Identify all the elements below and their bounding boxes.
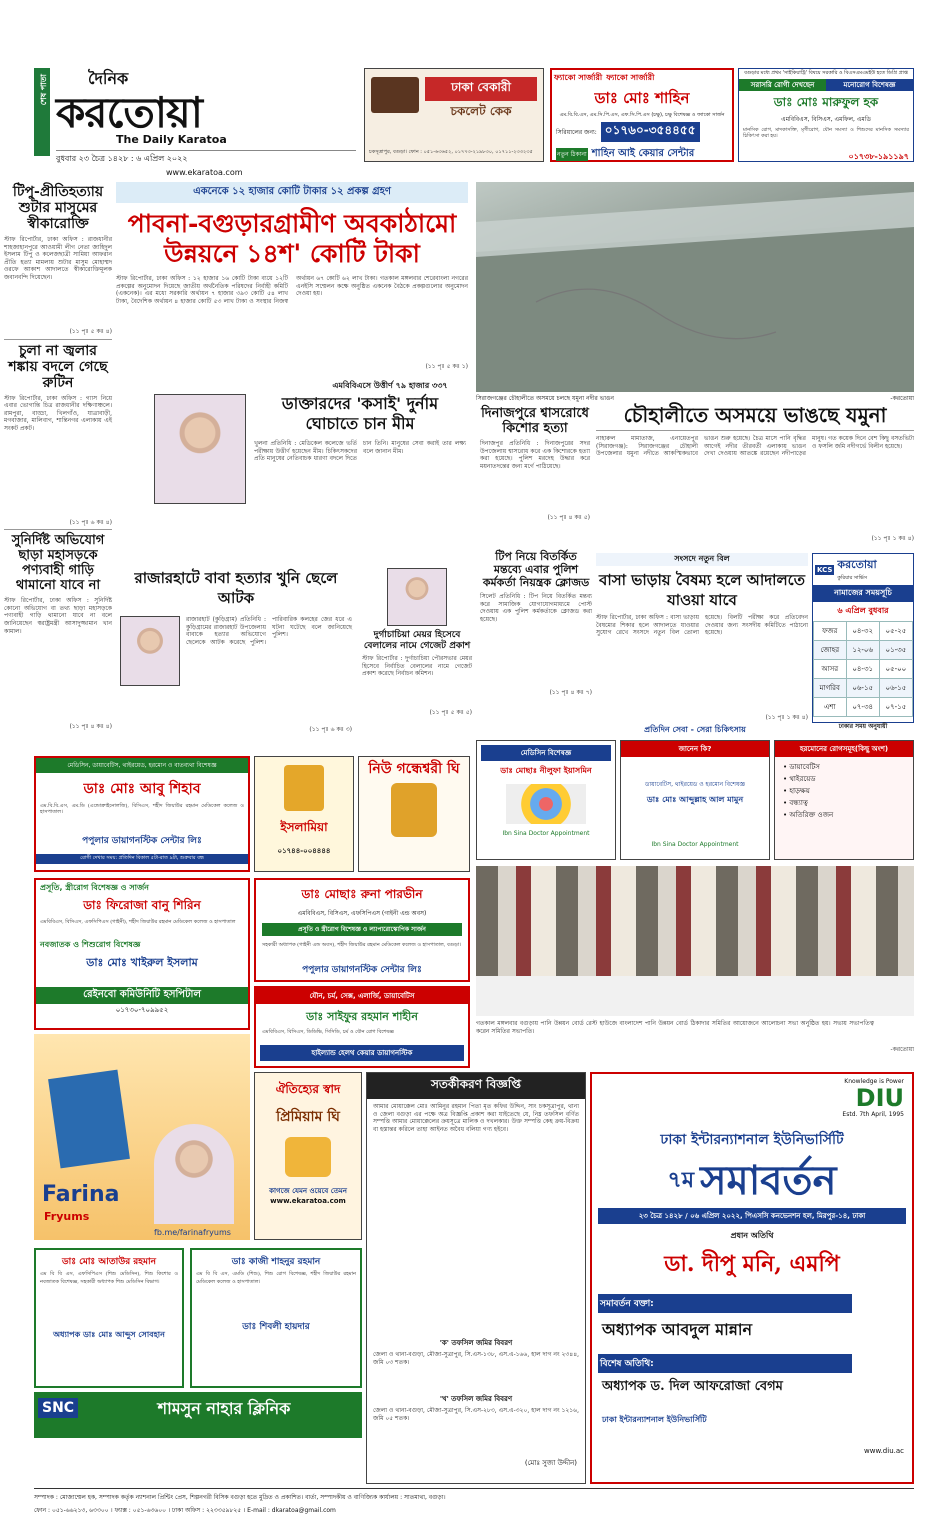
eye-center-name: শাহিন আই কেয়ার সেন্টার bbox=[591, 148, 695, 159]
psych-tag-1: সরাসরি রোগী দেখছেন bbox=[739, 79, 826, 91]
diu-tagline: Knowledge is Power bbox=[844, 1078, 904, 1085]
kishore-story bbox=[480, 400, 590, 540]
clinic-logo: SNC bbox=[38, 1398, 78, 1418]
ghee-jar-image bbox=[284, 765, 324, 811]
gandheshwari-ad bbox=[358, 756, 470, 872]
hormone-item: • হাড়ক্ষয় bbox=[783, 787, 810, 795]
masthead-english: The Daily Karatoa bbox=[116, 133, 227, 146]
river-credit: -করতোয়া bbox=[890, 395, 914, 402]
diu-edition: ৭ম bbox=[667, 1166, 695, 1193]
doctor-kicker: এমবিবিএসে উত্তীর্ণ ৭৯ হাজার ৩৩৭ bbox=[332, 381, 448, 390]
rent-body: স্টাফ রিপোর্টার, ঢাকা অফিস : বাসা ভাড়ায় বৈষম্যের শিকার হলে আদালতে যাওয়ার সুযোগ রেখে সংসদে নতুন বিল তোলা হয়েছে। বিলটি পরীক্ষা করে প্রতিবেদন দেওয়ার জন্য সংসদীয় কমিটিতে পাঠানো হয়েছে। bbox=[596, 614, 808, 637]
lead-jump: (১১ পৃঃ ৫ কঃ ১) bbox=[425, 363, 468, 370]
shihab-time: রোগী দেখার সময়: প্রতিদিন বিকাল ৫টা-রাত ৯টা, শুক্রবার বন্ধ bbox=[36, 854, 248, 864]
shaheen-center: হাইল্যান্ড হেলথ কেয়ার ডায়াগনস্টিক bbox=[260, 1045, 464, 1061]
river-body: নাহারুল মামাতাজ, এনায়েতপুর (সিরাজগঞ্জ): সিরাজগঞ্জের চৌহালী উপজেলার যমুনা নদীতে আকস্মিকভাবে ভাঙন শুরু হয়েছে। চৈত্র মাসে পানি বৃদ্ধির আগেই নদীর তীরবর্তী এলাকায় ভাঙন দেখা দেওয়ায় আতঙ্কে রয়েছেন নদীপাড়ের মানুষ। গত কয়েক দিনে বেশ কিছু বসতভিটা ও ফসলি জমি নদীগর্ভে বিলীন হয়েছে। bbox=[596, 435, 914, 458]
lead-story bbox=[116, 182, 468, 372]
story-tipu-jump: (১১ পৃঃ ৫ কঃ ৪) bbox=[69, 328, 112, 335]
story-tipu-body: স্টাফ রিপোর্টার, ঢাকা অফিস : রাজধানীর শাহজাহানপুরে আওয়ামী লীগ নেতা জাহিদুল ইসলাম টিপু ও কলেজছাত্রী সামিয়া আফরান প্রীতি হত্যা মামলায় শুটার মাসুম মোহাম্মদ ওরফে আকাশ আদালতে স্বীকারোক্তিমূলক জবানবন্দি দিয়েছেন। bbox=[4, 236, 112, 281]
diu-footer-name: ঢাকা ইন্টারন্যাশনাল ইউনিভার্সিটি bbox=[602, 1415, 707, 1424]
doctor-headline: ডাক্তারদের 'কসাই' দুর্নাম ঘোচাতে চান মীম bbox=[281, 394, 439, 433]
karatoa-web-slogan: কাগজে যেমন ওয়েবে তেমন bbox=[269, 1187, 347, 1195]
thyroid-ad bbox=[620, 740, 770, 860]
thyroid-top: জানেন কি? bbox=[621, 741, 769, 757]
river-erosion-photo bbox=[476, 182, 914, 392]
rent-story bbox=[596, 553, 808, 723]
diu-logo: DIU bbox=[855, 1084, 904, 1112]
hormone-ad bbox=[774, 740, 914, 860]
website-url[interactable]: www.ekaratoa.com bbox=[166, 168, 243, 177]
eye-doctor-name: ডাঃ মোঃ শাহিন bbox=[594, 89, 690, 107]
diu-convocation-ad bbox=[590, 1072, 914, 1484]
gyn-tag-2: নবজাতক ও শিশুরোগ বিশেষজ্ঞ bbox=[40, 940, 141, 949]
meeting-credit: -করতোয়া bbox=[890, 1046, 914, 1053]
kazi-doctor-2: ডাঃ শিবলী হায়দার bbox=[242, 1322, 310, 1332]
bakery-address: চকসূত্রাপুর, বগুড়া। ফোন : ০৫১-৬৩৬৫২, ০১৭৭৩-২১৯৮৩০, ০১৭১১-২৩৩২৩৫ bbox=[369, 149, 533, 155]
medicine-doctor: ডাঃ মোছাঃ নীলুফা ইয়াসমিন bbox=[500, 766, 592, 775]
left-column bbox=[4, 184, 112, 754]
prayer-name: এশা bbox=[814, 698, 847, 717]
section-tab bbox=[34, 68, 50, 156]
issue-date: বুধবার ২৩ চৈত্র ১৪২৮ : ৬ এপ্রিল ২০২২ bbox=[56, 150, 356, 166]
runa-tag: প্রসূতি ও স্ত্রীরোগ বিশেষজ্ঞ ও ল্যাপারোস্কোপিক সার্জন bbox=[262, 923, 462, 936]
prayer-row bbox=[814, 698, 913, 717]
medicine-tag: মেডিসিন বিশেষজ্ঞ bbox=[481, 745, 611, 761]
prayer-name: মাগরিব bbox=[814, 679, 847, 698]
diu-date: ২৩ চৈত্র ১৪২৮ / ০৬ এপ্রিল ২০২২, পিএসসি কনভেনশন হল, মিরপুর-১৪, ঢাকা bbox=[598, 1208, 906, 1224]
farina-ad bbox=[34, 1034, 250, 1240]
notice-schedule-a: 'ক' তফসিল জমির বিবরণ bbox=[439, 1339, 513, 1347]
prayer-time: ০৪-৩১ bbox=[846, 660, 879, 679]
islamia-ad bbox=[254, 756, 354, 872]
eye-serial-label: সিরিয়ালের জন্য: bbox=[556, 128, 597, 136]
thyroid-center[interactable]: Ibn Sina Doctor Appointment bbox=[651, 841, 739, 848]
notice-signature: (মোঃ সুজা উদ্দীন) bbox=[524, 1459, 577, 1467]
medicine-ads-header bbox=[476, 724, 914, 740]
prayer-time: ০৭-১৫ bbox=[879, 698, 912, 717]
bakery-ad bbox=[364, 68, 544, 162]
doctor-story bbox=[150, 380, 470, 530]
masthead-logo: করতোয়া bbox=[56, 88, 202, 137]
medicine-center[interactable]: Ibn Sina Doctor Appointment bbox=[502, 830, 590, 837]
runa-ad: ডাঃ মোছাঃ রুনা পারভীন এমবিবিএস, বিসিএস, এফসিপিএস (গাইনী এন্ড অবস) প্রসূতি ও স্ত্রীরোগ বিশেষজ্ঞ ও ল্যাপারোস্কোপিক সার্জন সহকারী অধ্যাপক (গাইনী এন্ড অবস), শহীদ জিয়াউর রহমান মেডিকেল কলেজ ও হাসপাতাল, বগুড়া। পপুলার ডায়াগনস্টিক সেন্টার লিঃ bbox=[254, 878, 470, 982]
kazi-doctor-1: ডাঃ কাজী শাহনুর রহমান bbox=[231, 1257, 321, 1267]
eye-doctor-ad bbox=[550, 68, 734, 162]
murder-headline: রাজারহাটে বাবা হত্যার খুনি ছেলে আটক bbox=[134, 569, 338, 607]
prayer-time: ০৬-১৫ bbox=[846, 679, 879, 698]
masthead bbox=[56, 66, 356, 177]
lead-headline-1: পাবনা-বগুড়ারগ্রামীণ অবকাঠামো bbox=[127, 209, 457, 238]
diu-speaker-label: সমাবর্তন বক্তা: bbox=[598, 1294, 852, 1313]
warning-notice: সতর্কীকরণ বিজ্ঞপ্তি আমার মোয়াক্কেল মোঃ আমিনুর রহমান পিতা মৃত কফির উদ্দিন, সাং চকসূত্রাপুর, থানা ও জেলা বগুড়া এর পক্ষে অত্র বিজ্ঞপ্তি প্রকাশ করা যাইতেছে যে, নিম্ন তফসিল বর্ণিত সম্পত্তি আমার মোয়াক্কেলের ক্রয়সূত্রে মালিক ও দখলকার। উক্ত সম্পত্তি কেহ ক্রয়-বিক্রয় বা হস্তান্তর করিলে তাহা আইনত অবৈধ বলিয়া গণ্য হইবে। 'ক' তফসিল জমির বিবরণ জেলা ও থানা-বগুড়া, মৌজা-সুত্রাপুর, সি.এস-১৩৮, এস.এ-১৬৬, হাল দাগ নং ২৩৪৪, জমি ০৩ শতক। 'খ' তফসিল জমির বিবরণ জেলা ও থানা-বগুড়া, মৌজা-সুত্রাপুর, সি.এস-২৮৩, এস.এ-৩২০, হাল দাগ নং ১২১৬, জমি ০৫ শতক। (মোঃ সুজা উদ্দীন) bbox=[366, 1072, 586, 1484]
prayer-row bbox=[814, 641, 913, 660]
story-gas-body: স্টাফ রিপোর্টার, ঢাকা অফিস : গ্যাস নিয়ে এবার ভোগান্তি চিত্র রাজধানীর দক্ষিণাঞ্চলে। রামপুরা, বাড্ডা, খিলগাঁও, যাত্রাবাড়ী, মগবাজার, মালিবাগ, শান্তিনগর এলাকায় এই সংকট প্রকট। bbox=[4, 394, 112, 432]
lead-headline-2: উন্নয়নে ১৪শ' কোটি টাকা bbox=[164, 239, 420, 268]
prayer-time: ১২-০৬ bbox=[846, 641, 879, 660]
eye-tag-2: ফ্যাকো সার্জারী bbox=[606, 73, 655, 82]
hormone-item: • থাইরয়েড bbox=[783, 775, 816, 783]
prayer-row bbox=[814, 660, 913, 679]
river-story bbox=[596, 400, 914, 550]
hormone-item: • ডায়াবেটিস bbox=[783, 763, 820, 771]
mayor-photo bbox=[387, 568, 447, 626]
medicine-top: প্রতিদিন সেবা - সেরা চিকিৎসায় bbox=[644, 725, 746, 734]
diu-name: ঢাকা ইন্টারন্যাশনাল ইউনিভার্সিটি bbox=[660, 1132, 844, 1148]
prayer-table bbox=[813, 621, 913, 717]
notice-schedule-b: 'খ' তফসিল জমির বিবরণ bbox=[439, 1395, 513, 1403]
tip-headline: টিপ নিয়ে বিতর্কিত মন্তব্যে এবার পুলিশ কর্মকর্তা নিয়ন্ত্রক ক্লোজড bbox=[482, 550, 590, 589]
river-caption: সিরাজগঞ্জের চৌহালীতে অসময়ে চলছে যমুনা নদীর ভাঙন bbox=[476, 395, 614, 402]
hormone-item: • অতিরিক্ত ওজন bbox=[783, 811, 834, 819]
meeting-photo bbox=[476, 866, 914, 1016]
diu-chief-guest: ডা. দীপু মনি, এমপি bbox=[664, 1251, 840, 1277]
gyn-doctor: ডাঃ ফিরোজা বানু শিরিন bbox=[83, 898, 201, 912]
murder-story bbox=[116, 568, 356, 738]
mayor-body: স্টাফ রিপোর্টার : দুর্গাচাচিয়া পৌরসভার মেয়র হিসেবে নির্বাচিত বেলালের নামে গেজেট প্রকাশ করেছে নির্বাচন কমিশন। bbox=[362, 655, 472, 678]
child-image bbox=[154, 1124, 234, 1224]
mayor-headline: দুর্গাচাচিয়া মেয়র হিসেবে বেলালের নামে গেজেট প্রকাশ bbox=[363, 630, 471, 651]
story-highway-jump: (১১ পৃঃ ৪ কঃ ৪) bbox=[69, 723, 112, 731]
prayer-row bbox=[814, 622, 913, 641]
shaheen-tag: যৌন, চর্ম, সেক্স, এলার্জি, ডায়াবেটিস bbox=[256, 988, 468, 1004]
eye-phone[interactable]: ০১৭৬০-৩৫৪৪৫৫ bbox=[601, 122, 700, 142]
lead-kicker: একনেকে ১২ হাজার কোটি টাকার ১২ প্রকল্প গ্রহণ bbox=[116, 182, 468, 203]
prayer-times-box: KCS করতোয়া কুরিয়ার সার্ভিস নামাজের সময়সূচি ৬ এপ্রিল বুধবার ফজর ০৪-৩২ ০৫-২৫ জোহর ১২-০৬ ০১-৩৫ আসর ০৪-৩১ ০৫-০০ মাগরিব ০৬-১৫ ০৬-১৫ এশা ০৭-৩৪ ০৭-১৫ ঢাকার সময় অনুযায়ী bbox=[812, 553, 914, 723]
meeting-table bbox=[476, 976, 914, 1016]
imprint-footer bbox=[34, 1488, 914, 1516]
doctor-body: খুলনা প্রতিনিধি : মেডিকেল কলেজে ভর্তি পরীক্ষায় উত্তীর্ণ হয়েছেন মীম। চিকিৎসকদের প্রতি মানুষের নেতিবাচক ধারণা বদলে দিতে চান তিনি। মানুষের সেবা করাই তার লক্ষ্য বলে জানান মীম। bbox=[254, 440, 466, 463]
eye-tag-1: ফ্যাকো সার্জারী bbox=[554, 73, 603, 82]
prayer-name: জোহর bbox=[814, 641, 847, 660]
shihab-tag: মেডিসিন, ডায়াবেটিস, থাইরয়েড, হরমোন ও বাতব্যথা বিশেষজ্ঞ bbox=[36, 758, 248, 773]
clinic-name: শামসুন নাহার ক্লিনিক bbox=[157, 1399, 291, 1418]
shihab-doctor: ডাঃ মোঃ আবু শিহাব bbox=[83, 781, 201, 797]
notice-body: আমার মোয়াক্কেল মোঃ আমিনুর রহমান পিতা মৃত কফির উদ্দিন, সাং চকসূত্রাপুর, থানা ও জেলা বগুড়া এর পক্ষে অত্র বিজ্ঞপ্তি প্রকাশ করা যাইতেছে যে, নিম্ন তফসিল বর্ণিত সম্পত্তি আমার মোয়াক্কেলের ক্রয়সূত্রে মালিক ও দখলকার। উক্ত সম্পত্তি কেহ ক্রয়-বিক্রয় বা হস্তান্তর করিলে তাহা আইনত অবৈধ বলিয়া গণ্য হইবে। bbox=[373, 1103, 579, 1133]
gyn-doctor-2: ডাঃ মোঃ খাইরুল ইসলাম bbox=[86, 956, 198, 969]
eye-new-address: নতুন ঠিকানা bbox=[556, 148, 588, 161]
prayer-name: ফজর bbox=[814, 622, 847, 641]
mayor-jump: (১১ পৃঃ ৫ কঃ ৫) bbox=[429, 709, 472, 716]
river-scene bbox=[476, 182, 914, 392]
hormone-item: • বন্ধ্যাত্ব bbox=[783, 799, 808, 807]
farina-brand: Farina bbox=[42, 1182, 120, 1207]
rainbow-hospital: রেইনবো কমিউনিটি হসপিটাল bbox=[36, 987, 248, 1004]
story-gas-headline: চুলা না জ্বলার শঙ্কায় বদলে গেছে রুটিন bbox=[8, 342, 108, 391]
lead-body: স্টাফ রিপোর্টার, ঢাকা অফিস : ১২ হাজার ১৬ কোটি টাকা ব্যয়ে ১২টি প্রকল্পের অনুমোদন দিয়েছে জাতীয় অর্থনৈতিক পরিষদের নির্বাহী কমিটি (একনেক)। এর মধ্যে সরকারি অর্থায়ন ৭ হাজার ৩৯৩ কোটি ৫৪ লাখ টাকা, বৈদেশিক অর্থায়ন ৪ হাজার কোটি ৫৩ লাখ টাকা ও সংস্থার নিজস্ব অর্থায়ন ৬৭ কোটি ৬২ লাখ টাকা। গতকাল মঙ্গলবার শেরেবাংলা নগরের এনইসি সম্মেলন কক্ষে অনুষ্ঠিত একনেক বৈঠকে প্রকল্পগুলোর অনুমোদন দেওয়া হয়। bbox=[116, 275, 468, 305]
farina-product: Fryums bbox=[44, 1210, 90, 1223]
rent-headline: বাসা ভাড়ায় বৈষম্য হলে আদালতে যাওয়া যাবে bbox=[599, 571, 805, 609]
kishore-body: দিনাজপুর প্রতিনিধি : দিনাজপুরের সদর উপজেলায় শ্বাসরোধ করে এক কিশোরকে হত্যা করা হয়েছে। পুলিশ মরদেহ উদ্ধার করে ময়নাতদন্তের জন্য মর্গে পাঠিয়েছে। bbox=[480, 440, 590, 470]
thyroid-doctor: ডাঃ মোঃ আব্দুল্লাহ আল মামুন bbox=[646, 795, 744, 804]
eye-doctor-degree: এম.বি.বি.এস, এম.সি.পি.এস, এফ.সি.পি.এস (চক্ষু), চক্ষু বিশেষজ্ঞ ও ফ্যাকো সার্জন bbox=[559, 112, 725, 118]
rent-kicker: সংসদে নতুন বিল bbox=[596, 553, 808, 566]
diu-special-guest: অধ্যাপক ড. দিল আফরোজা বেগম bbox=[602, 1379, 783, 1394]
prayer-brand: করতোয়া bbox=[837, 558, 877, 571]
tip-story bbox=[480, 550, 592, 720]
tip-body: সিলেট প্রতিনিধি : টিপ নিয়ে বিতর্কিত মন্তব্য করে সামাজিক যোগাযোগমাধ্যমে পোস্ট দেওয়ায় এক পুলিশ কর্মকর্তাকে ক্লোজড করা হয়েছে। bbox=[480, 593, 592, 623]
bakery-name: ঢাকা বেকারী bbox=[425, 77, 537, 101]
psych-degree: এমবিবিএস, বিসিএস, এমফিল, এমডি bbox=[781, 116, 871, 123]
ghee-jar-image-2 bbox=[391, 783, 437, 837]
gandheshwari-brand: নিউ গন্ধেশ্বরী ঘি bbox=[368, 761, 460, 777]
kazi-ad: ডাঃ কাজী শাহনুর রহমান এম বি বি এস, এমডি (শিশু), শিশু রোগ বিশেষজ্ঞ, শহীদ জিয়াউর রহমান মেডিকেল কলেজ ও হাসপাতাল। ডাঃ শিবলী হায়দার bbox=[190, 1248, 362, 1388]
shaheen-doctor: ডাঃ সাইফুর রহমান শাহীন bbox=[306, 1010, 418, 1023]
islamia-brand: ইসলামিয়া bbox=[280, 820, 328, 834]
prayer-date: ৬ এপ্রিল বুধবার bbox=[837, 606, 889, 615]
murder-jump: (১১ পৃঃ ৬ কঃ ৩) bbox=[309, 726, 352, 733]
tip-jump: (১১ পৃঃ ৪ কঃ ৭) bbox=[549, 689, 592, 696]
rainbow-phone[interactable]: ০১৭৩০-৭০৯৯৫২ bbox=[115, 1006, 169, 1014]
rent-jump: (১১ পৃঃ ১ কঃ ৪) bbox=[765, 714, 808, 721]
hormone-title: হরমোনের রোগসমূহ(কিছু অংশ) bbox=[775, 741, 913, 757]
premium-ghee-ad bbox=[254, 1072, 362, 1240]
diu-website[interactable]: www.diu.ac bbox=[864, 1447, 904, 1455]
psych-top: বগুড়ার মধ্যে প্রথম 'সাইকিয়াট্রি' বিষয়ে সরকারি ও বিএসএমএমইউ হতে ডিগ্রি প্রাপ্ত bbox=[744, 70, 908, 76]
story-tipu-headline: টিপু-প্রীতিহত্যায় শুটার মাসুমের স্বীকারোক্তি bbox=[12, 184, 104, 232]
runa-center: পপুলার ডায়াগনস্টিক সেন্টার লিঃ bbox=[302, 965, 422, 975]
accused-photo bbox=[120, 616, 180, 686]
river-headline: চৌহালীতে অসময়ে ভাঙছে যমুনা bbox=[596, 400, 914, 431]
prayer-title: নামাজের সময়সূচি bbox=[813, 585, 913, 602]
runa-degree: এমবিবিএস, বিসিএস, এফসিপিএস (গাইনী এন্ড অবস) bbox=[297, 910, 427, 917]
diu-speaker: অধ্যাপক আবদুল মান্নান bbox=[602, 1320, 753, 1339]
prayer-sub: কুরিয়ার সার্ভিস bbox=[837, 575, 868, 581]
psychiatry-ad: বগুড়ার মধ্যে প্রথম 'সাইকিয়াট্রি' বিষয়ে সরকারি ও বিএসএমএমইউ হতে ডিগ্রি প্রাপ্ত সরাসরি রোগী দেখছেন মনোরোগ বিশেষজ্ঞ ডাঃ মোঃ মারুফুল হক এমবিবিএস, বিসিএস, এমফিল, এমডি মানসিক রোগ, মাদকাসক্তি, মৃগীরোগ, যৌন সমস্যা ও শিশুদের মানসিক সমস্যার চিকিৎসা করা হয়। ০১৭৩৮-১৯১১৯৭ bbox=[738, 68, 914, 162]
karatoa-web-url[interactable]: www.ekaratoa.com bbox=[270, 1197, 346, 1205]
masthead-dainik: দৈনিক bbox=[88, 69, 129, 88]
diu-estd: Estd. 7th April, 1995 bbox=[842, 1111, 904, 1118]
premium-brand: প্রিমিয়াম ঘি bbox=[276, 1109, 340, 1125]
prayer-time: ০১-৩৫ bbox=[879, 641, 912, 660]
kishore-headline: দিনাজপুরে শ্বাসরোধে কিশোর হত্যা bbox=[481, 406, 589, 436]
runa-doctor: ডাঃ মোছাঃ রুনা পারভীন bbox=[301, 887, 423, 901]
farina-url[interactable]: fb.me/farinafryums bbox=[154, 1228, 231, 1237]
story-highway-headline: সুনির্দিষ্ট অভিযোগ ছাড়া মহাসড়কে পণ্যবাহী গাড়ি থামানো যাবে না bbox=[11, 533, 105, 594]
farina-pack bbox=[48, 1070, 130, 1169]
premium-slogan: ঐতিহ্যের স্বাদ bbox=[275, 1082, 341, 1096]
prayer-time: ০৫-০০ bbox=[879, 660, 912, 679]
shihab-ad: মেডিসিন, ডায়াবেটিস, থাইরয়েড, হরমোন ও বাতব্যথা বিশেষজ্ঞ ডাঃ মোঃ আবু শিহাব এম.বি.বি.এস, এম.ডি (এন্ডোক্রাইনোলজি), বিসিএস, শহীদ জিয়াউর রহমান মেডিকেল কলেজ ও হাসপাতাল। পপুলার ডায়াগনস্টিক সেন্টার লিঃ রোগী দেখার সময়: প্রতিদিন বিকাল ৫টা-রাত ৯টা, শুক্রবার বন্ধ bbox=[34, 756, 250, 872]
diu-chief-label: প্রধান অতিথি bbox=[730, 1231, 774, 1240]
atau-ad: ডাঃ মোঃ আতাউর রহমান এম বি বি এস, এফসিপিএস (শিশু মেডিসিন), শিশু কিশোর ও নবজাতক বিশেষজ্ঞ, সহকারী অধ্যাপক শিশু মেডিসিন বিভাগ। অধ্যাপক ডাঃ মোঃ আব্দুস সোবহান bbox=[34, 1248, 184, 1388]
prayer-time: ০৭-৩৪ bbox=[846, 698, 879, 717]
prayer-foot: ঢাকার সময় অনুযায়ী bbox=[838, 723, 888, 730]
prayer-name: আসর bbox=[814, 660, 847, 679]
meeting-caption: গতকাল মঙ্গলবার বগুড়ায় পানি উন্নয়ন বোর্ড রেস্ট হাউজে বাংলাদেশ পানি উন্নয়ন বোর্ড ঠিকাদার সমিতির আয়োজনে আলোচনা সভা অনুষ্ঠিত হয়। সভায় সভাপতিত্ব করেন সমিতির সভাপতি। bbox=[476, 1020, 874, 1035]
islamia-phone[interactable]: ০১৭৪৪-০০৪৪৪৪ bbox=[277, 847, 331, 855]
notice-title: সতর্কীকরণ বিজ্ঞপ্তি bbox=[367, 1073, 585, 1099]
diu-guest-label: বিশেষ অতিথি: bbox=[598, 1354, 852, 1373]
hormone-list bbox=[775, 757, 913, 825]
medicine-ad bbox=[476, 740, 616, 860]
river-jump: (১১ পৃঃ ১ কঃ ৪) bbox=[871, 535, 914, 542]
mayor-story bbox=[362, 568, 472, 738]
prayer-time: ০৫-২৫ bbox=[879, 622, 912, 641]
imprint-phones: ফোন : ০৫১-৬৬২১৩, ৬৩৩০০ । ফ্যাক্স : ০৫১-৬৩৬০০ । ঢাকা অফিস : ২২৩৩৫৯৮২৫ । E-mail : dkaratoa@gmail.com bbox=[34, 1507, 336, 1514]
murder-body: রাজারহাট (কুড়িগ্রাম) প্রতিনিধি : কুড়িগ্রামের রাজারহাট উপজেলায় বাবাকে হত্যার অভিযোগে ছেলেকে আটক করেছে পুলিশ। পারিবারিক কলহের জের ধরে এ ঘটনা ঘটেছে বলে জানিয়েছে পুলিশ। bbox=[186, 616, 352, 646]
prayer-row bbox=[814, 679, 913, 698]
atau-doctor-1: ডাঃ মোঃ আতাউর রহমান bbox=[62, 1257, 156, 1267]
prayer-time: ০৪-৩২ bbox=[846, 622, 879, 641]
prayer-time: ০৬-১৫ bbox=[879, 679, 912, 698]
kishore-jump: (১১ পৃঃ ৪ কঃ ৫) bbox=[547, 514, 590, 521]
diu-event: সমাবর্তন bbox=[700, 1157, 837, 1204]
gyn-tag: প্রসূতি, স্ত্রীরোগ বিশেষজ্ঞ ও সার্জন bbox=[40, 883, 149, 892]
story-gas-jump: (১১ পৃঃ ৬ কঃ ৪) bbox=[69, 518, 112, 526]
gyn-ad: প্রসূতি, স্ত্রীরোগ বিশেষজ্ঞ ও সার্জন ডাঃ ফিরোজা বানু শিরিন এমবিবিএস, বিসিএস, এফসিপিএস (গাইনী), শহীদ জিয়াউর রহমান মেডিকেল কলেজ ও হাসপাতাল নবজাতক ও শিশুরোগ বিশেষজ্ঞ ডাঃ মোঃ খাইরুল ইসলাম রেইনবো কমিউনিটি হসপিটাল ০১৭৩০-৭০৯৯৫২ bbox=[34, 878, 250, 1030]
cake-image bbox=[371, 77, 419, 113]
psych-doctor-name: ডাঃ মোঃ মারুফুল হক bbox=[773, 95, 879, 109]
shihab-center: পপুলার ডায়াগনস্টিক সেন্টার লিঃ bbox=[82, 836, 202, 846]
mim-photo bbox=[154, 394, 246, 504]
section-tab-label: শেষ পাতা bbox=[39, 74, 48, 106]
shaheen-ad: যৌন, চর্ম, সেক্স, এলার্জি, ডায়াবেটিস ডাঃ সাইফুর রহমান শাহীন এমবিবিএস, বিসিএস, ডিডিভি, সিসিডি, চর্ম ও যৌন রোগ বিশেষজ্ঞ হাইল্যান্ড হেলথ কেয়ার ডায়াগনস্টিক bbox=[254, 986, 470, 1068]
psych-tag-2: মনোরোগ বিশেষজ্ঞ bbox=[826, 79, 913, 91]
psych-phone[interactable]: ০১৭৩৮-১৯১১৯৭ bbox=[848, 152, 909, 161]
story-highway-body: স্টাফ রিপোর্টার, ঢাকা অফিস : সুনির্দিষ্ট কোনো অভিযোগ বা তথ্য ছাড়া মহাসড়কে পণ্যবাহী গাড়ি থামানো যাবে না বলে জানিয়েছেন স্বরাষ্ট্রমন্ত্রী আসাদুজ্জামান খান কামাল। bbox=[4, 597, 112, 635]
bakery-product: চকলেট কেক bbox=[450, 104, 512, 118]
premium-jar-image bbox=[285, 1137, 331, 1177]
pills-image bbox=[506, 784, 586, 824]
shamsun-clinic-ad bbox=[34, 1392, 362, 1438]
thyroid-tag: ডায়াবেটিস, থাইরয়েড ও হরমোন বিশেষজ্ঞ bbox=[644, 781, 746, 788]
atau-doctor-2: অধ্যাপক ডাঃ মোঃ আব্দুস সোবহান bbox=[53, 1330, 165, 1339]
imprint-text: সম্পাদক : মোজাম্মেল হক, সম্পাদক কর্তৃক ন্যাশনাল প্রিন্টিং প্রেস, শিল্পনগরী বিসিক বগুড়া হতে মুদ্রিত ও প্রকাশিত। বার্তা, সম্পাদকীয় ও বাণিজ্যিক কার্যালয় : সাতমাথা, বগুড়া। bbox=[34, 1494, 446, 1501]
